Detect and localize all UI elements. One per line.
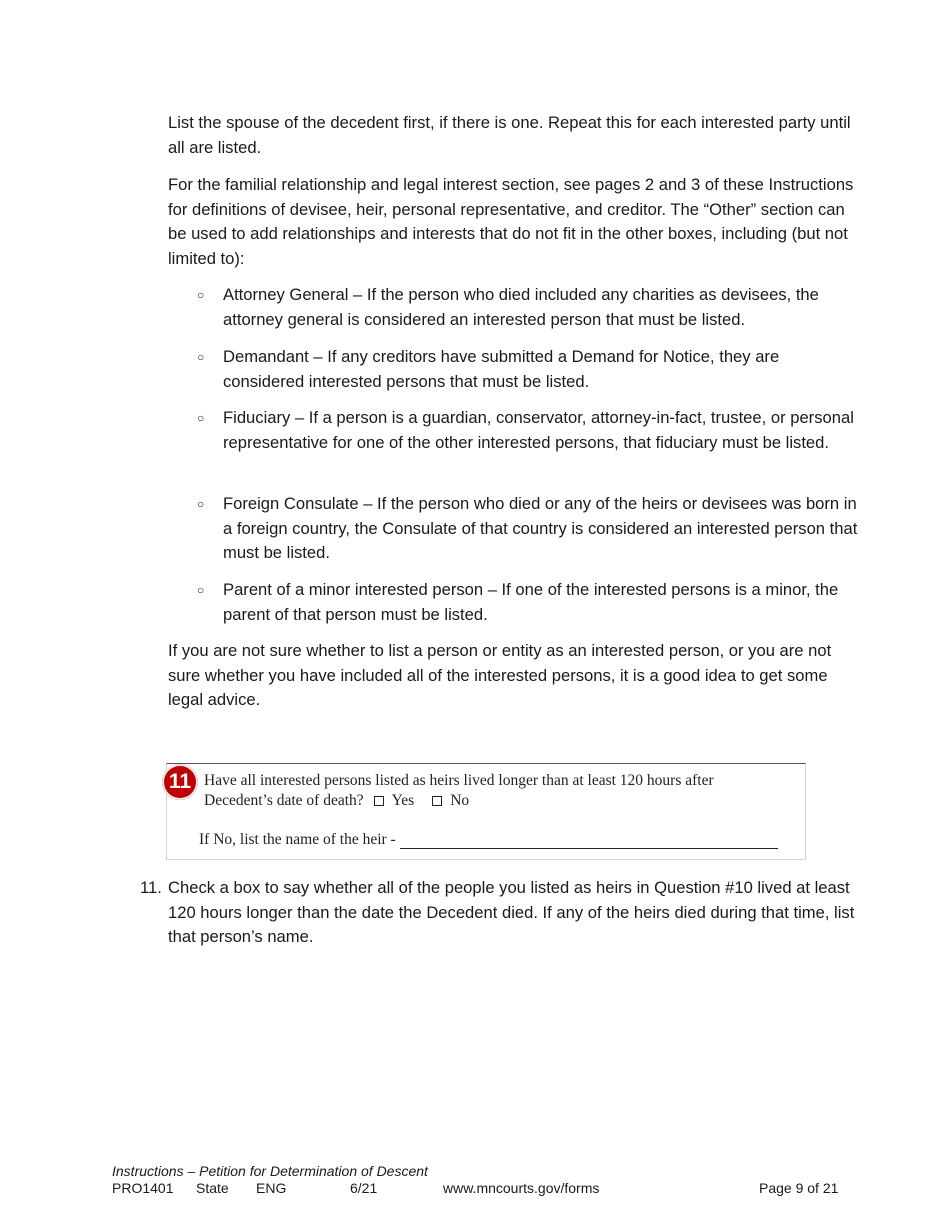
- yes-label: Yes: [391, 792, 415, 809]
- bullet-text: Fiduciary – If a person is a guardian, conservator, attorney-in-fact, trustee, or personal representative for one of the other interested persons, that fiduciary must be listed.: [223, 408, 854, 452]
- no-checkbox[interactable]: [432, 796, 442, 806]
- form-heir-line: [199, 831, 778, 849]
- footer-row: [112, 1180, 842, 1198]
- question-number-badge: 11: [162, 764, 198, 800]
- instruction-number: 11.: [140, 878, 162, 897]
- bullet-marker: ○: [197, 288, 205, 302]
- bullet-text: Foreign Consulate – If the person who died or any of the heirs or devisees was born in a foreign country, the Consulate of that country is considered an interested person that must be listed.: [223, 494, 858, 562]
- yes-checkbox[interactable]: [374, 796, 384, 806]
- no-label: No: [450, 792, 470, 809]
- form-question-line2-text: Decedent’s date of death?: [204, 792, 364, 809]
- bullet-marker: ○: [197, 497, 205, 511]
- bullet-text: Attorney General – If the person who died included any charities as devisees, the attorney general is considered an interested person that must be listed.: [223, 285, 819, 329]
- footer-title: Instructions – Petition for Determination of Descent: [112, 1163, 428, 1179]
- bullet-marker: ○: [197, 350, 205, 364]
- bullet-text: Parent of a minor interested person – If one of the interested persons is a minor, the parent of that person must be listed.: [223, 580, 839, 624]
- heir-name-field[interactable]: [400, 834, 778, 849]
- paragraph-relationship-section: For the familial relationship and legal interest section, see pages 2 and 3 of these Instructions for definitions of devisee, heir, personal representative, and creditor. The “Other” section can be used to add relationships and interests that do not fit in the other boxes, including (but not limited to):: [168, 175, 854, 268]
- paragraph-legal-advice: If you are not sure whether to list a person or entity as an interested person, or you are not sure whether you have included all of the interested persons, it is a good idea to get some legal advice.: [168, 641, 832, 709]
- bullet-marker: ○: [197, 411, 205, 425]
- footer-jurisdiction: State: [196, 1180, 229, 1196]
- form-question-line2: [204, 792, 469, 810]
- footer-form-code: PRO1401: [112, 1180, 174, 1196]
- footer-website-link[interactable]: www.mncourts.gov/forms: [443, 1180, 600, 1196]
- form-question-line1: Have all interested persons listed as heirs lived longer than at least 120 hours after: [204, 772, 714, 789]
- footer-revision: 6/21: [350, 1180, 378, 1196]
- footer-page-number: Page 9 of 21: [759, 1180, 839, 1196]
- bullet-marker: ○: [197, 583, 205, 597]
- footer-language: ENG: [256, 1180, 287, 1196]
- heir-prompt: If No, list the name of the heir -: [199, 831, 396, 848]
- bullet-text: Demandant – If any creditors have submitted a Demand for Notice, they are considered interested persons that must be listed.: [223, 347, 780, 391]
- paragraph-spouse-first: List the spouse of the decedent first, if there is one. Repeat this for each interested party until all are listed.: [168, 113, 851, 157]
- instruction-text: Check a box to say whether all of the people you listed as heirs in Question #10 lived at least 120 hours longer than the date the Decedent died. If any of the heirs died during that time, list that person’s name.: [168, 878, 855, 946]
